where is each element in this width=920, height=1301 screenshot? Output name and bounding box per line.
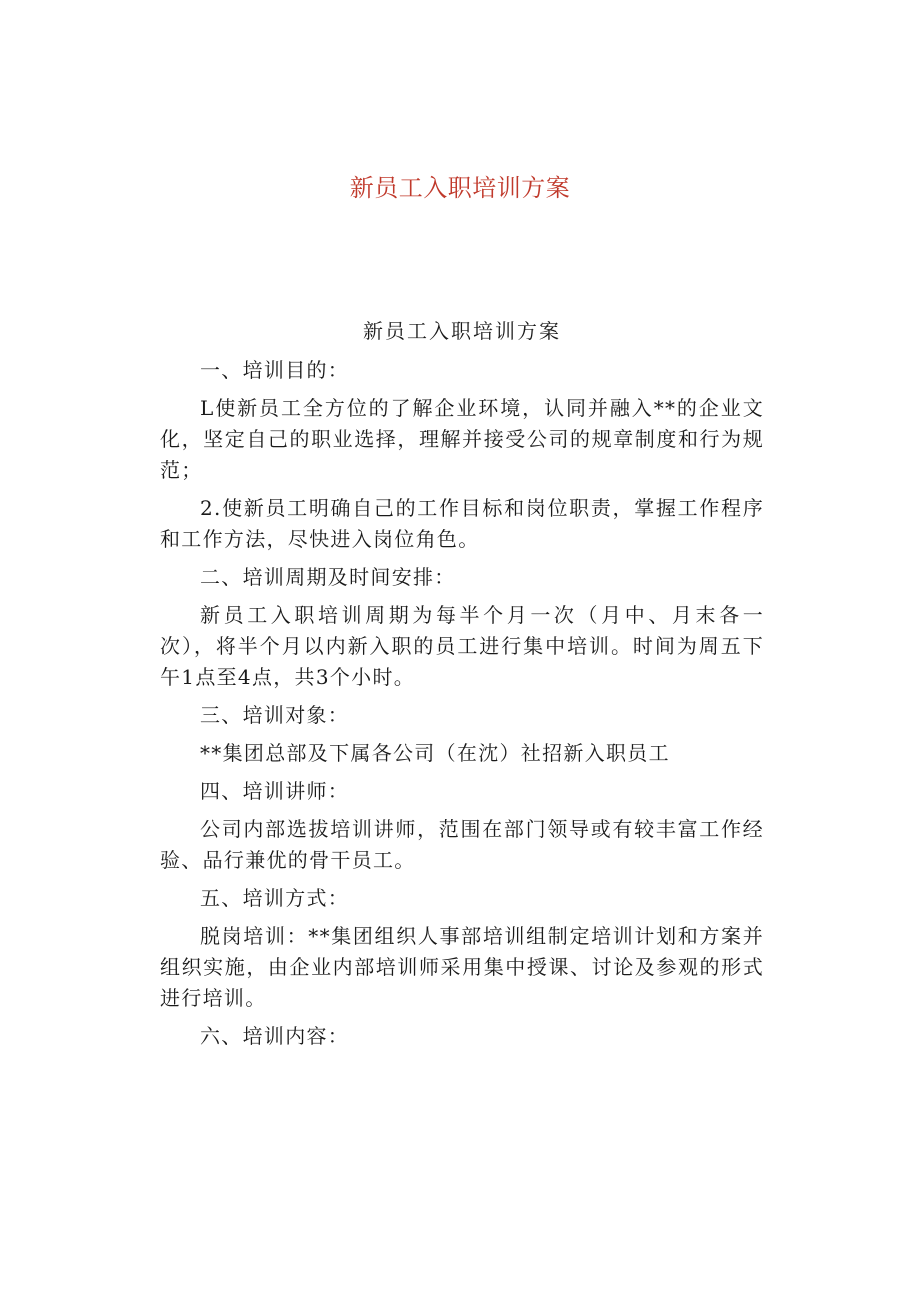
- paragraph-trainers: 公司内部选拔培训讲师，范围在部门领导或有较丰富工作经验、品行兼优的骨干员工。: [160, 817, 764, 872]
- section-heading-audience: 三、培训对象：: [200, 703, 350, 727]
- document-body: [160, 316, 764, 1059]
- section-heading-content: 六、培训内容：: [200, 1024, 350, 1048]
- document-main-title: 新员工入职培训方案: [349, 174, 571, 202]
- document-sub-title: 新员工入职培训方案: [363, 319, 561, 343]
- paragraph-purpose-1: L使新员工全方位的了解企业环境，认同并融入**的企业文化，坚定自己的职业选择，理解并接受公司的规章制度和行为规范；: [160, 396, 764, 482]
- paragraph-purpose-2: 2.使新员工明确自己的工作目标和岗位职责，掌握工作程序和工作方法，尽快进入岗位角色。: [160, 496, 764, 551]
- paragraph-audience: **集团总部及下属各公司（在沈）社招新入职员工: [200, 741, 670, 765]
- section-heading-purpose: 一、培训目的：: [200, 358, 350, 382]
- section-heading-schedule: 二、培训周期及时间安排：: [200, 565, 456, 589]
- section-heading-method: 五、培训方式：: [200, 886, 350, 910]
- paragraph-schedule: 新员工入职培训周期为每半个月一次（月中、月末各一次），将半个月以内新入职的员工进行集中培训。时间为周五下午1点至4点，共3个小时。: [160, 603, 764, 689]
- paragraph-method: 脱岗培训：**集团组织人事部培训组制定培训计划和方案并组织实施，由企业内部培训师采用集中授课、讨论及参观的形式进行培训。: [160, 924, 764, 1010]
- section-heading-trainers: 四、培训讲师：: [200, 779, 350, 803]
